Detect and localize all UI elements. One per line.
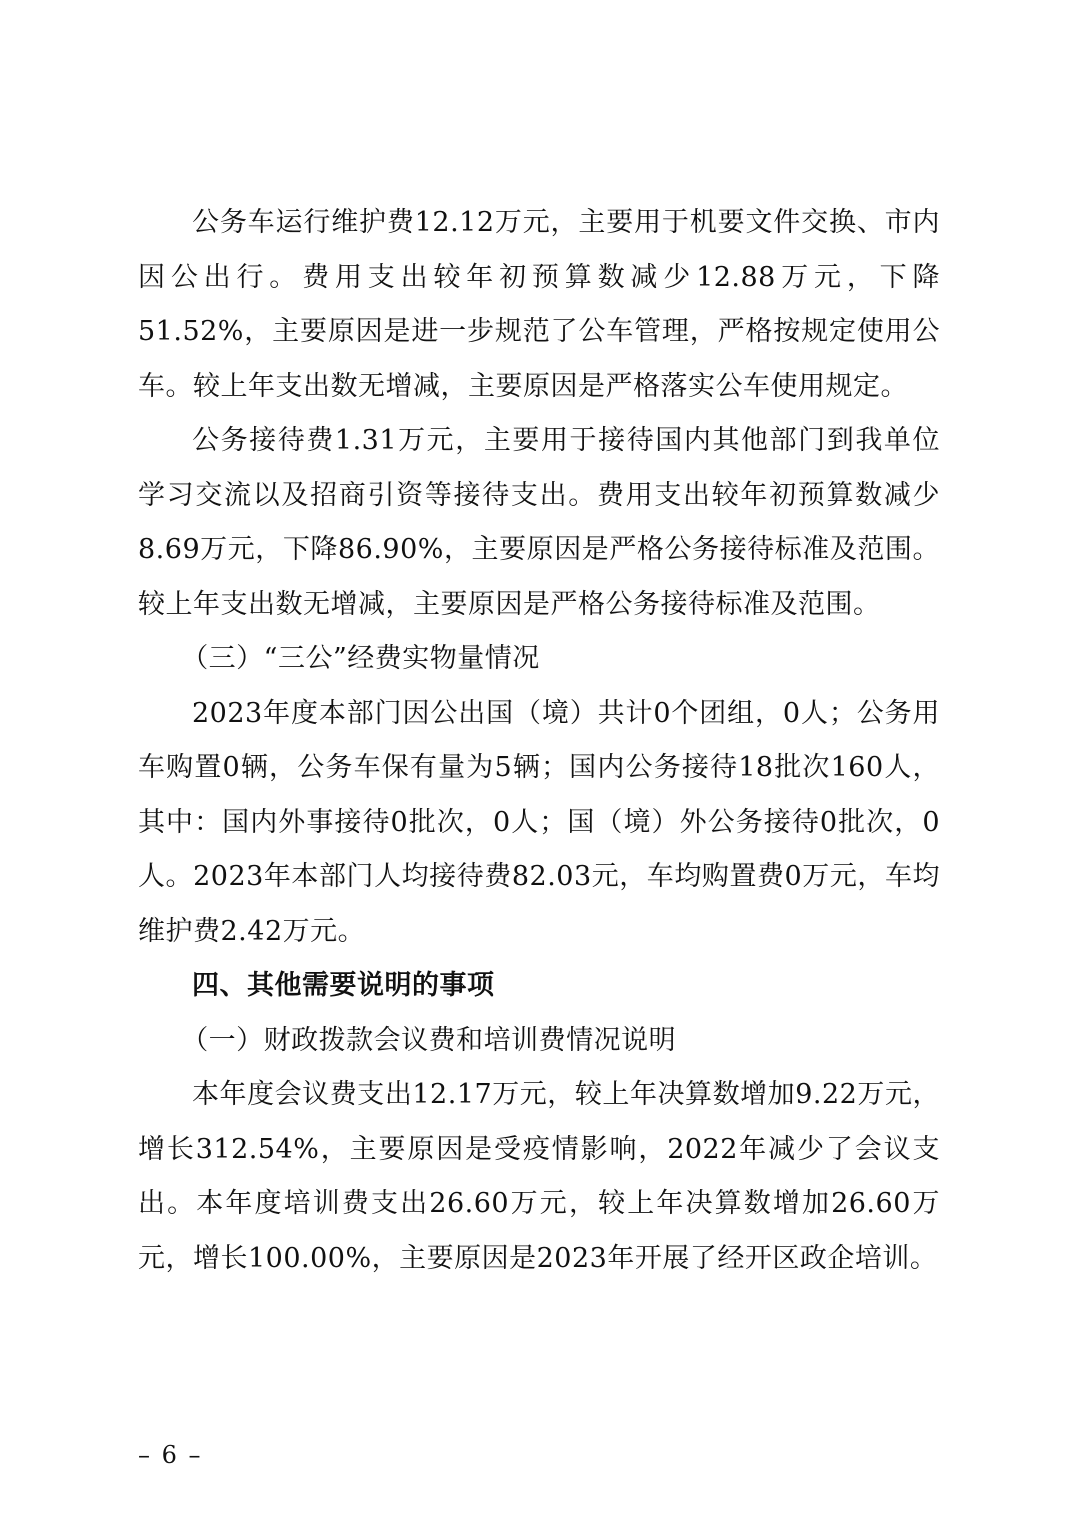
heading-meeting-training: （一）财政拨款会议费和培训费情况说明 — [181, 1024, 677, 1056]
page-number: – 6 – — [138, 1441, 203, 1469]
heading-physical-quantity: （三）“三公”经费实物量情况 — [181, 643, 540, 674]
paragraph-car-maintenance: 公务车运行维护费12.12万元，主要用于机要文件交换、市内因公出行。费用支出较年初预算数减少12.88万元，下降51.52%，主要原因是进一步规范了公车管理，严格按规定使用公车。较上年支出数无增减，主要原因是严格落实公车使用规定。 — [138, 207, 940, 402]
paragraph-physical-detail: 2023年度本部门因公出国（境）共计0个团组，0人；公务用车购置0辆，公务车保有量为5辆；国内公务接待18批次160人，其中：国内外事接待0批次，0人；国（境）外公务接待0批次，0人。2023年本部门人均接待费82.03元，车均购置费0万元，车均维护费2.42万元。 — [138, 697, 940, 947]
document-body — [138, 196, 940, 1286]
paragraph-reception: 公务接待费1.31万元，主要用于接待国内其他部门到我单位学习交流以及招商引资等接待支出。费用支出较年初预算数减少8.69万元，下降86.90%，主要原因是严格公务接待标准及范围。较上年支出数无增减，主要原因是严格公务接待标准及范围。 — [138, 425, 940, 620]
paragraph-meeting-training: 本年度会议费支出12.17万元，较上年决算数增加9.22万元，增长312.54%，主要原因是受疫情影响，2022年减少了会议支出。本年度培训费支出26.60万元，较上年决算数增加26.60万元，增长100.00%，主要原因是2023年开展了经开区政企培训。 — [138, 1079, 940, 1274]
heading-section-four: 四、其他需要说明的事项 — [192, 970, 495, 1001]
